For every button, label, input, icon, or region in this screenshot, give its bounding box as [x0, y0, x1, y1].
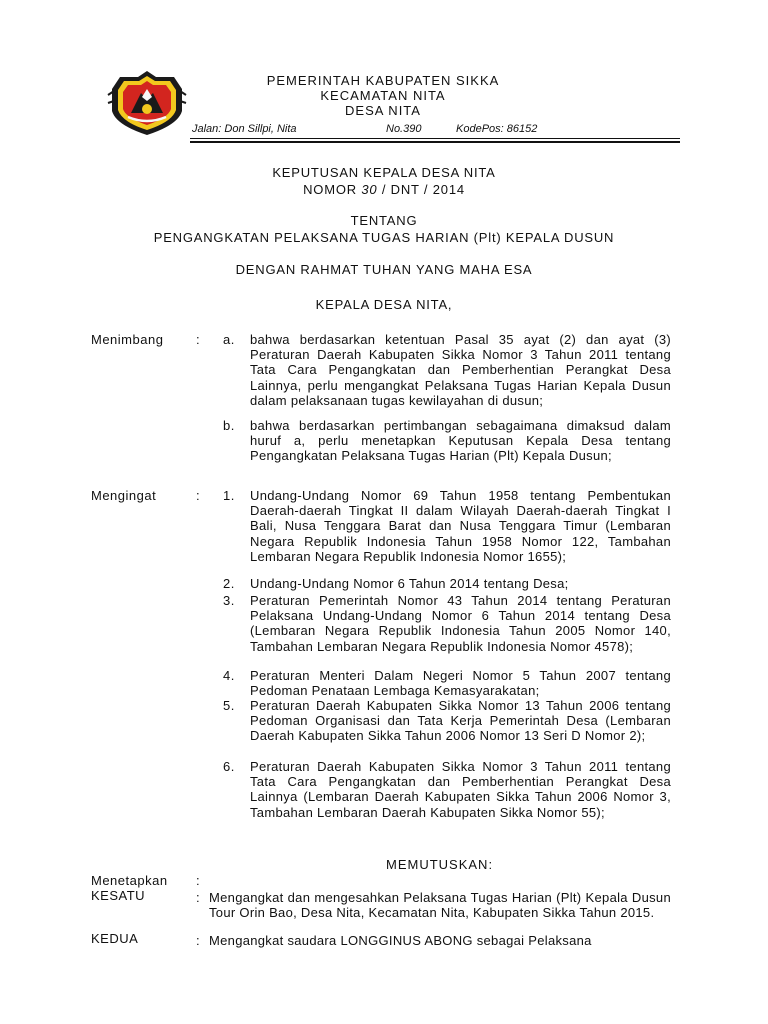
mengingat-item-2: Undang-Undang Nomor 6 Tahun 2014 tentang Desa; — [250, 576, 569, 591]
menimbang-label: Menimbang — [91, 332, 164, 347]
address-street: Jalan: Don Sillpi, Nita — [192, 123, 297, 135]
mengingat-mark-2: 2. — [223, 576, 235, 591]
letterhead-district: KECAMATAN NITA — [320, 88, 446, 103]
kedua-text: Mengangkat saudara LONGGINUS ABONG sebagai Pelaksana — [209, 933, 592, 948]
letterhead-address — [190, 123, 578, 138]
mengingat-item-4: Peraturan Menteri Dalam Negeri Nomor 5 Tahun 2007 tentang Pedoman Penataan Lembaga Kemasyarakatan; — [250, 668, 671, 699]
mengingat-item-6: Peraturan Daerah Kabupaten Sikka Nomor 3 Tahun 2011 tentang Tata Cara Pengangkatan dan Pemberhentian Perangkat Desa Lainnya (Lembaran Daerah Kabupaten Sikka Tahun 2006 Nomor 3, Tambahan Lembaran Daerah Kabupaten Sikka Nomor 55); — [250, 759, 671, 820]
mengingat-mark-4: 4. — [223, 668, 235, 683]
letterhead-divider-thin — [190, 138, 680, 139]
kedua-colon: : — [196, 933, 200, 948]
decree-number-suffix: / DNT / 2014 — [377, 182, 465, 197]
menimbang-item-a: bahwa berdasarkan ketentuan Pasal 35 ayat (2) dan ayat (3) Peraturan Daerah Kabupaten Sikka Nomor 3 Tahun 2011 tentang Tata Cara Pengangkatan dan Pemberhentian Perangkat Desa Lainnya, perlu mengangkat Pelaksana Tugas Harian Kepala Dusun dalam pelaksanaan tugas kewilayahan di dusun; — [250, 332, 671, 408]
menimbang-mark-a: a. — [223, 332, 235, 347]
kedua-label: KEDUA — [91, 931, 139, 946]
mengingat-mark-5: 5. — [223, 698, 235, 713]
letterhead — [228, 73, 538, 118]
address-postal-code: KodePos: 86152 — [456, 123, 538, 135]
decree-title: KEPUTUSAN KEPALA DESA NITA — [272, 165, 496, 180]
memutuskan-heading: MEMUTUSKAN: — [386, 857, 494, 872]
decree-authority: KEPALA DESA NITA, — [315, 297, 453, 312]
letterhead-divider-thick — [190, 141, 680, 143]
mengingat-item-5: Peraturan Daerah Kabupaten Sikka Nomor 13 Tahun 2006 tentang Pedoman Organisasi dan Tata Kerja Pemerintah Desa (Lembaran Daerah Kabupaten Sikka Tahun 2006 Nomor 13 Seri D Nomor 2); — [250, 698, 671, 744]
decree-blessing: DENGAN RAHMAT TUHAN YANG MAHA ESA — [235, 262, 533, 277]
menimbang-item-b: bahwa berdasarkan pertimbangan sebagaimana dimaksud dalam huruf a, perlu menetapkan Keputusan Kepala Desa tentang Pengangkatan Pelaksana Tugas Harian (Plt) Kepala Dusun; — [250, 418, 671, 464]
mengingat-item-3: Peraturan Pemerintah Nomor 43 Tahun 2014 tentang Peraturan Pelaksana Undang-Undang Nomor 6 Tahun 2014 tentang Desa (Lembaran Negara Republik Indonesia Tahun 2005 Nomor 140, Tambahan Lembaran Negara Republik Indonesia Nomor 4578); — [250, 593, 671, 654]
mengingat-colon: : — [196, 488, 200, 503]
kesatu-text: Mengangkat dan mengesahkan Pelaksana Tugas Harian (Plt) Kepala Dusun Tour Orin Bao, Desa Nita, Kecamatan Nita, Kabupaten Sikka Tahun 2015. — [209, 890, 671, 921]
kesatu-colon: : — [196, 890, 200, 905]
mengingat-mark-6: 6. — [223, 759, 235, 774]
menetapkan-colon: : — [196, 873, 200, 888]
letterhead-government: PEMERINTAH KABUPATEN SIKKA — [266, 73, 500, 88]
mengingat-mark-3: 3. — [223, 593, 235, 608]
decree-number — [80, 182, 688, 198]
letterhead-village: DESA NITA — [345, 103, 421, 118]
mengingat-mark-1: 1. — [223, 488, 235, 503]
decree-subject: PENGANGKATAN PELAKSANA TUGAS HARIAN (Plt) KEPALA DUSUN — [153, 230, 615, 245]
menimbang-colon: : — [196, 332, 200, 347]
menimbang-mark-b: b. — [223, 418, 235, 433]
mengingat-item-1: Undang-Undang Nomor 69 Tahun 1958 tentang Pembentukan Daerah-daerah Tingkat II dalam Wilayah Daerah-daerah Tingkat I Bali, Nusa Tenggara Barat dan Nusa Tenggara Timur (Lembaran Negara Republik Indonesia Tahun 1958 Nomor 122, Tambahan Lembaran Negara Republik Indonesia Nomor 1655); — [250, 488, 671, 564]
decree-tentang: TENTANG — [350, 213, 418, 228]
regency-coat-of-arms-icon — [106, 69, 188, 137]
mengingat-label: Mengingat — [91, 488, 157, 503]
menetapkan-label: Menetapkan — [91, 873, 168, 888]
address-number: No.390 — [386, 123, 422, 135]
decree-number-value: 30 — [361, 182, 378, 197]
kesatu-label: KESATU — [91, 888, 146, 903]
decree-number-prefix: NOMOR — [303, 182, 362, 197]
